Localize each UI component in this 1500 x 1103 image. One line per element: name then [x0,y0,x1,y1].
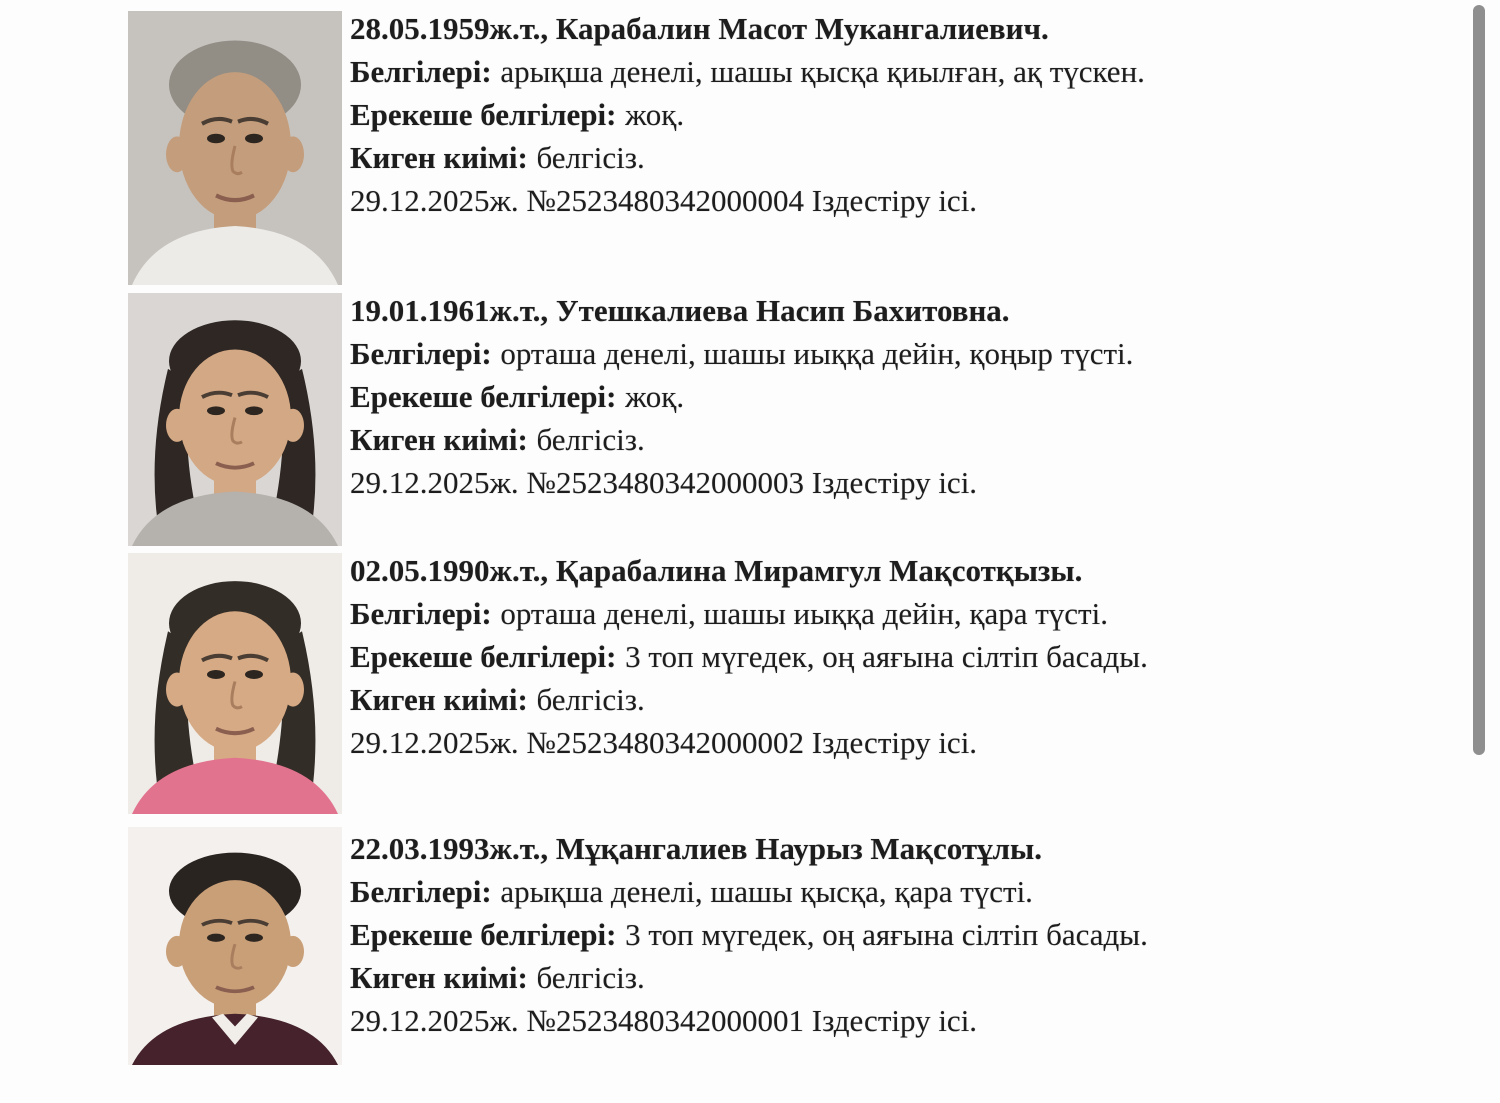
case-number-line: 29.12.2025ж. №2523480342000002 Іздестіру ісі. [350,725,978,760]
detail-label: Киген киімі: [350,682,528,717]
person-detail-line [350,50,1350,93]
portrait-illustration [128,827,342,1065]
eye-left [207,670,225,679]
detail-label: Ерекеше белгілері: [350,917,617,952]
eye-left [207,406,225,415]
person-detail-line [350,956,1350,999]
eye-right [245,934,263,942]
person-detail-line [350,418,1350,461]
person-details [350,827,1350,1042]
detail-label: Белгілері: [350,336,492,371]
detail-value: орташа денелі, шашы иыққа дейін, қара түсті. [500,596,1108,631]
detail-label: Белгілері: [350,596,492,631]
detail-value: 3 топ мүгедек, оң аяғына сілтіп басады. [625,917,1148,952]
detail-value: 3 топ мүгедек, оң аяғына сілтіп басады. [625,639,1148,674]
eye-left [207,934,225,942]
detail-value: белгісіз. [536,422,645,457]
person-name-line: 22.03.1993ж.т., Мұқангалиев Наурыз Мақсотұлы. [350,831,1042,866]
person-name-line: 02.05.1990ж.т., Қарабалина Мирамгул Мақсотқызы. [350,553,1083,588]
case-number-line: 29.12.2025ж. №2523480342000003 Іздестіру ісі. [350,465,978,500]
detail-label: Белгілері: [350,874,492,909]
face [179,880,291,1008]
person-detail-line [350,870,1350,913]
person-detail-line [350,375,1350,418]
person-name-line: 28.05.1959ж.т., Карабалин Масот Мукангалиевич. [350,11,1049,46]
detail-value: арықша денелі, шашы қысқа, қара түсті. [500,874,1033,909]
detail-label: Киген киімі: [350,960,528,995]
person-photo [128,827,342,1065]
scrollbar-track[interactable] [1472,0,1486,1103]
detail-label: Ерекеше белгілері: [350,97,617,132]
detail-value: белгісіз. [536,960,645,995]
person-detail-line [350,332,1350,375]
person-name-line: 19.01.1961ж.т., Утешкалиева Насип Бахитовна. [350,293,1010,328]
case-number-line: 29.12.2025ж. №2523480342000001 Іздестіру ісі. [350,1003,978,1038]
eye-right [245,406,263,415]
detail-label: Белгілері: [350,54,492,89]
person-details [350,289,1350,504]
eye-left [207,134,225,143]
detail-value: орташа денелі, шашы иыққа дейін, қоңыр түсті. [500,336,1134,371]
detail-value: жоқ. [625,97,685,132]
person-detail-line [350,913,1350,956]
case-number-line: 29.12.2025ж. №2523480342000004 Іздестіру ісі. [350,183,978,218]
eye-right [245,134,263,143]
detail-value: жоқ. [625,379,685,414]
person-photo [128,293,342,546]
detail-label: Ерекеше белгілері: [350,379,617,414]
detail-label: Киген киімі: [350,422,528,457]
person-details [350,7,1350,222]
detail-label: Киген киімі: [350,140,528,175]
face [179,72,291,220]
person-detail-line [350,93,1350,136]
detail-value: белгісіз. [536,682,645,717]
scrollbar-thumb[interactable] [1473,5,1485,755]
detail-value: белгісіз. [536,140,645,175]
person-detail-line [350,678,1350,721]
detail-value: арықша денелі, шашы қысқа қиылған, ақ түскен. [500,54,1145,89]
person-photo [128,11,342,285]
eye-right [245,670,263,679]
person-details [350,549,1350,764]
portrait-illustration [128,553,342,814]
person-detail-line [350,635,1350,678]
portrait-illustration [128,11,342,285]
portrait-illustration [128,293,342,546]
detail-label: Ерекеше белгілері: [350,639,617,674]
person-detail-line [350,592,1350,635]
person-photo [128,553,342,814]
person-detail-line [350,136,1350,179]
